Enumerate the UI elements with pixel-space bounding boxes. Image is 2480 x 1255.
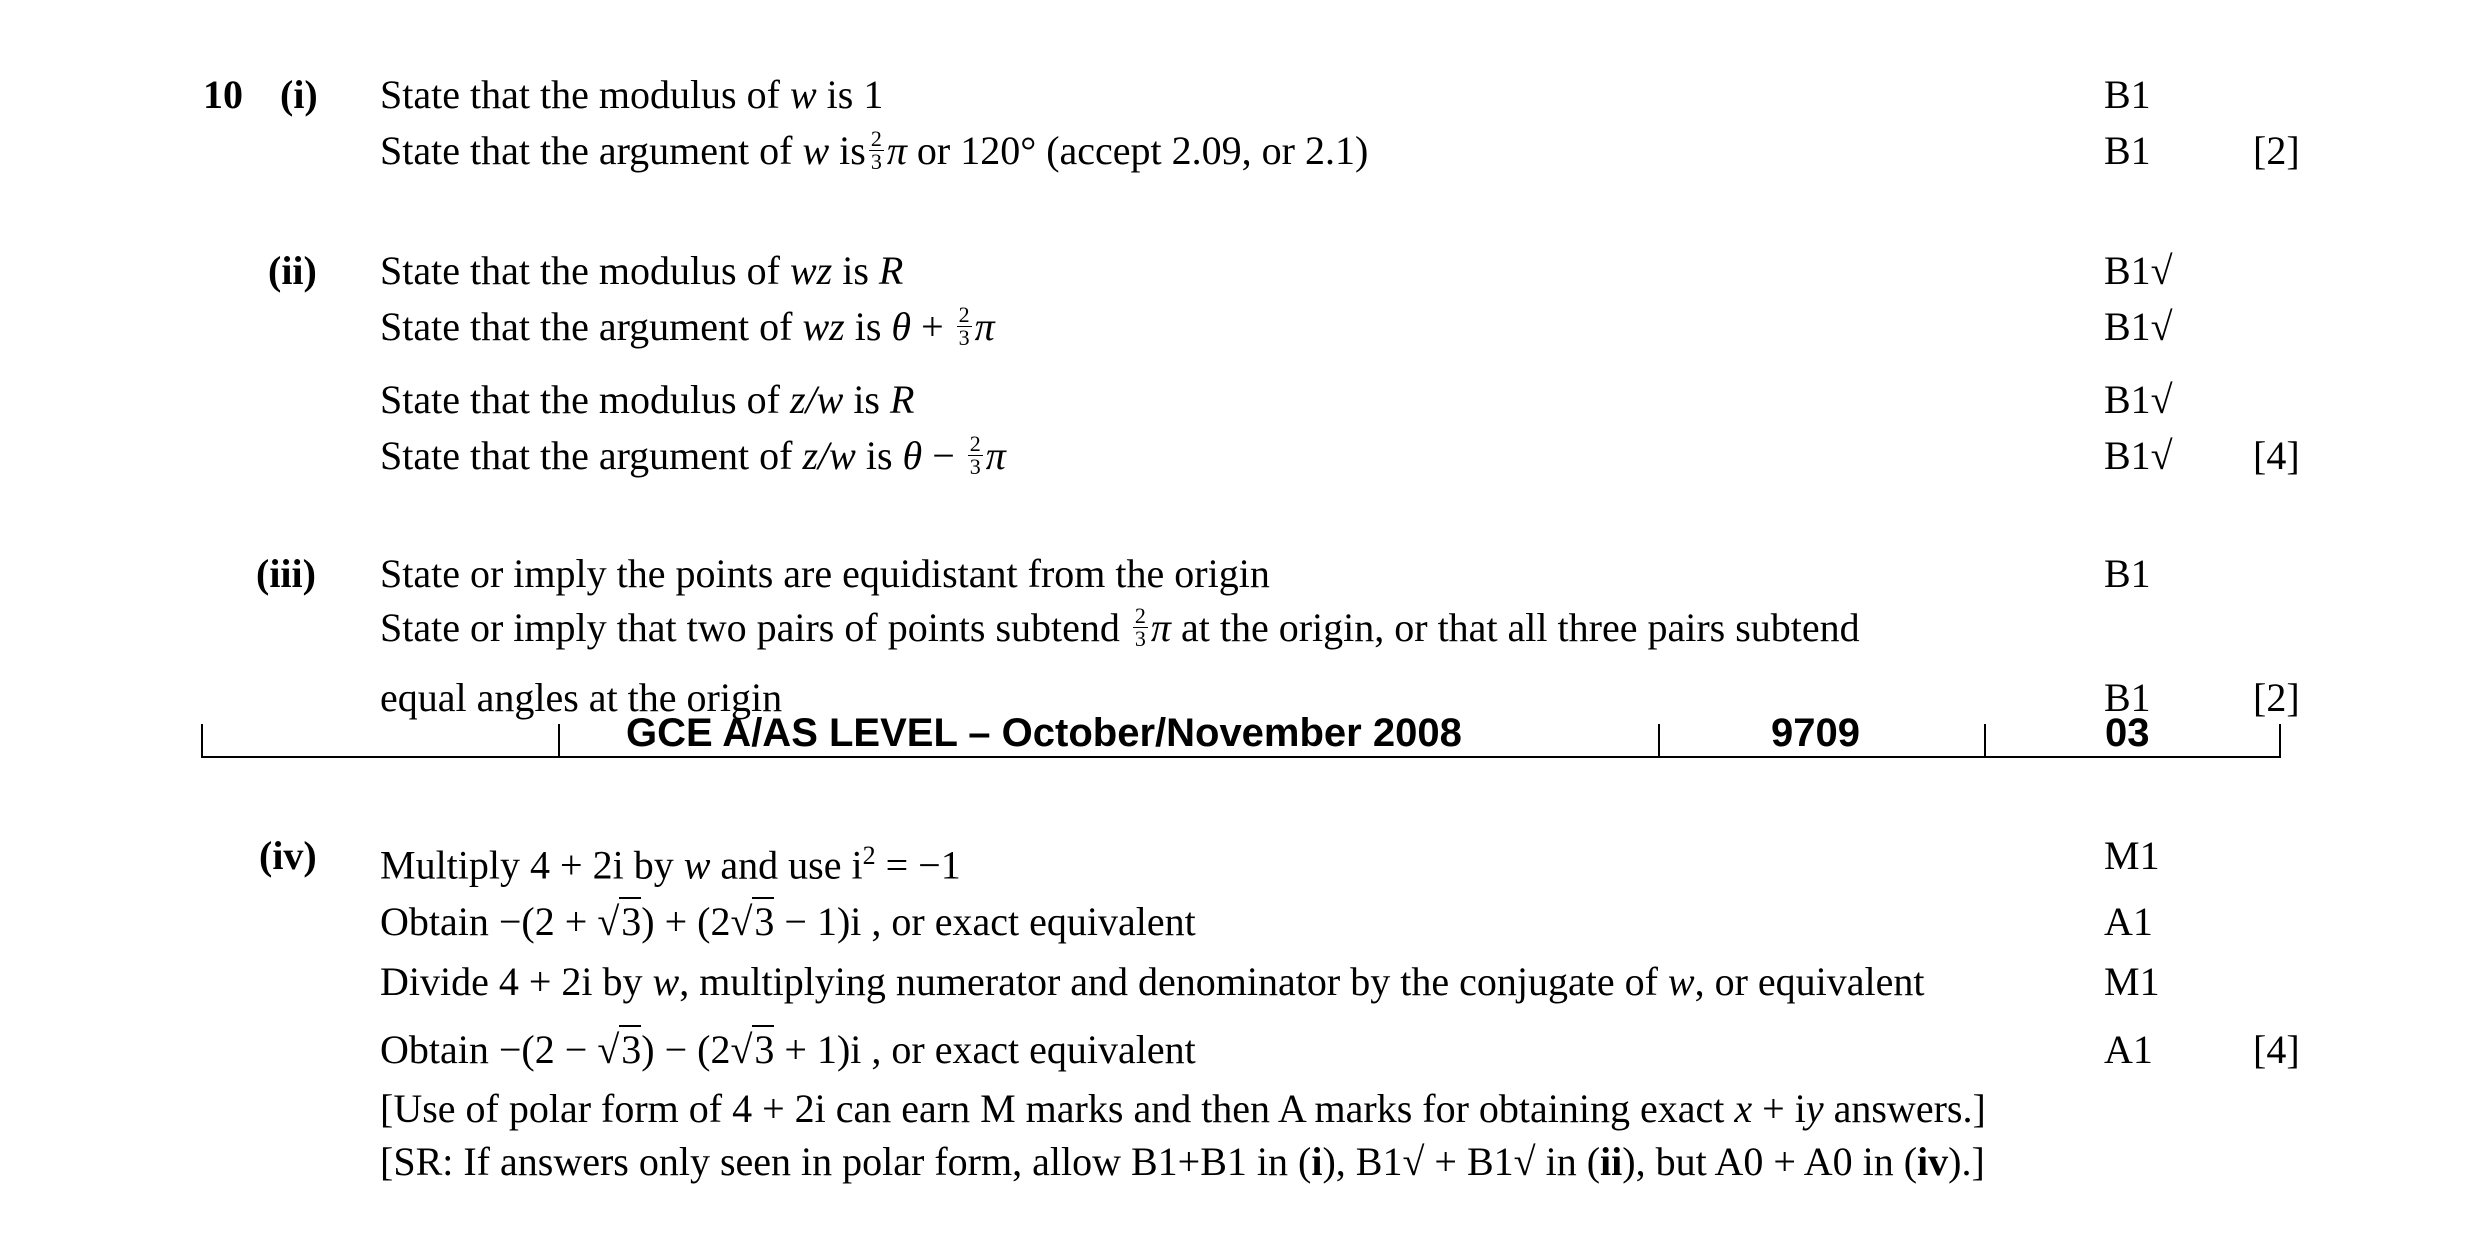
mark-iv-2: A1 — [2104, 899, 2153, 944]
mark-i-2: B1 — [2104, 128, 2151, 173]
mark-ii-3: B1√ — [2104, 377, 2173, 422]
mark-iii-2: B1 — [2104, 675, 2151, 720]
header-divider-right — [2279, 724, 2281, 758]
part-iv-line-1: Multiply 4 + 2i by w and use $i^2 = -1$ — [380, 841, 961, 888]
mark-iv-3: M1 — [2104, 959, 2160, 1004]
part-label-ii: (ii) — [268, 248, 317, 293]
header-divider-left — [201, 724, 203, 758]
part-iv-line-4: Obtain −(2 − √3) − (2√3 + 1)i , or exact equivalent — [380, 1027, 1196, 1072]
fraction-two-thirds: $\frac{2}{3}$ — [1134, 603, 1146, 652]
part-label-iv: (iv) — [259, 833, 317, 878]
mark-iv-1: M1 — [2104, 833, 2160, 878]
part-i-line-2: State that the argument of w is $\frac{2}{3}$ π or 120° (accept 2.09, or 2.1) — [380, 126, 1369, 175]
fraction-two-thirds: $\frac{2}{3}$ — [870, 126, 882, 175]
part-iv-line-3: Divide 4 + 2i by w, multiplying numerator and denominator by the conjugate of w, or equivalent — [380, 959, 1925, 1004]
fraction-two-thirds: $\frac{2}{3}$ — [958, 302, 970, 351]
mark-iv-4: A1 — [2104, 1027, 2153, 1072]
part-iv-line-2: Obtain −(2 + √3) + (2√3 − 1)i , or exact equivalent — [380, 899, 1196, 944]
total-iii: [2] — [2253, 675, 2300, 720]
header-divider-2 — [1658, 724, 1660, 758]
mark-ii-4: B1√ — [2104, 433, 2173, 478]
mark-iii-1: B1 — [2104, 551, 2151, 596]
part-iv-note-1: [Use of polar form of 4 + 2i can earn M marks and then A marks for obtaining exact x + iy answers.] — [380, 1086, 1986, 1131]
part-label-iii: (iii) — [256, 551, 316, 596]
header-divider-3 — [1984, 724, 1986, 758]
mark-ii-1: B1√ — [2104, 248, 2173, 293]
part-iii-line-1: State or imply the points are equidistant from the origin — [380, 551, 1270, 596]
question-number: 10 — [203, 72, 243, 117]
mark-i-1: B1 — [2104, 72, 2151, 117]
part-i-line-1: State that the modulus of w is 1 — [380, 72, 884, 117]
header-paper: 03 — [2105, 711, 2150, 755]
header-syllabus: 9709 — [1771, 711, 1860, 755]
total-iv: [4] — [2253, 1027, 2300, 1072]
part-iii-line-3: equal angles at the origin — [380, 675, 783, 720]
total-ii: [4] — [2253, 433, 2300, 478]
header-bottom-rule — [201, 756, 2281, 758]
part-iv-note-2: [SR: If answers only seen in polar form, allow B1+B1 in (i), B1√ + B1√ in (ii), but A0 + A0 in (iv).] — [380, 1139, 1985, 1184]
part-ii-line-1: State that the modulus of wz is R — [380, 248, 904, 293]
total-i: [2] — [2253, 128, 2300, 173]
fraction-two-thirds: $\frac{2}{3}$ — [969, 431, 981, 480]
part-iii-line-2: State or imply that two pairs of points subtend $\frac{2}{3}$ π at the origin, or that all three pairs subtend — [380, 603, 1860, 652]
part-ii-line-4: State that the argument of z/w is θ − $\frac{2}{3}$ π — [380, 431, 1006, 480]
part-ii-line-2: State that the argument of wz is θ + $\frac{2}{3}$ π — [380, 302, 995, 351]
header-exam-title: GCE A/AS LEVEL – October/November 2008 — [626, 711, 1462, 755]
mark-ii-2: B1√ — [2104, 304, 2173, 349]
header-divider-1 — [558, 724, 560, 758]
part-label-i: (i) — [280, 72, 318, 117]
part-ii-line-3: State that the modulus of z/w is R — [380, 377, 915, 422]
